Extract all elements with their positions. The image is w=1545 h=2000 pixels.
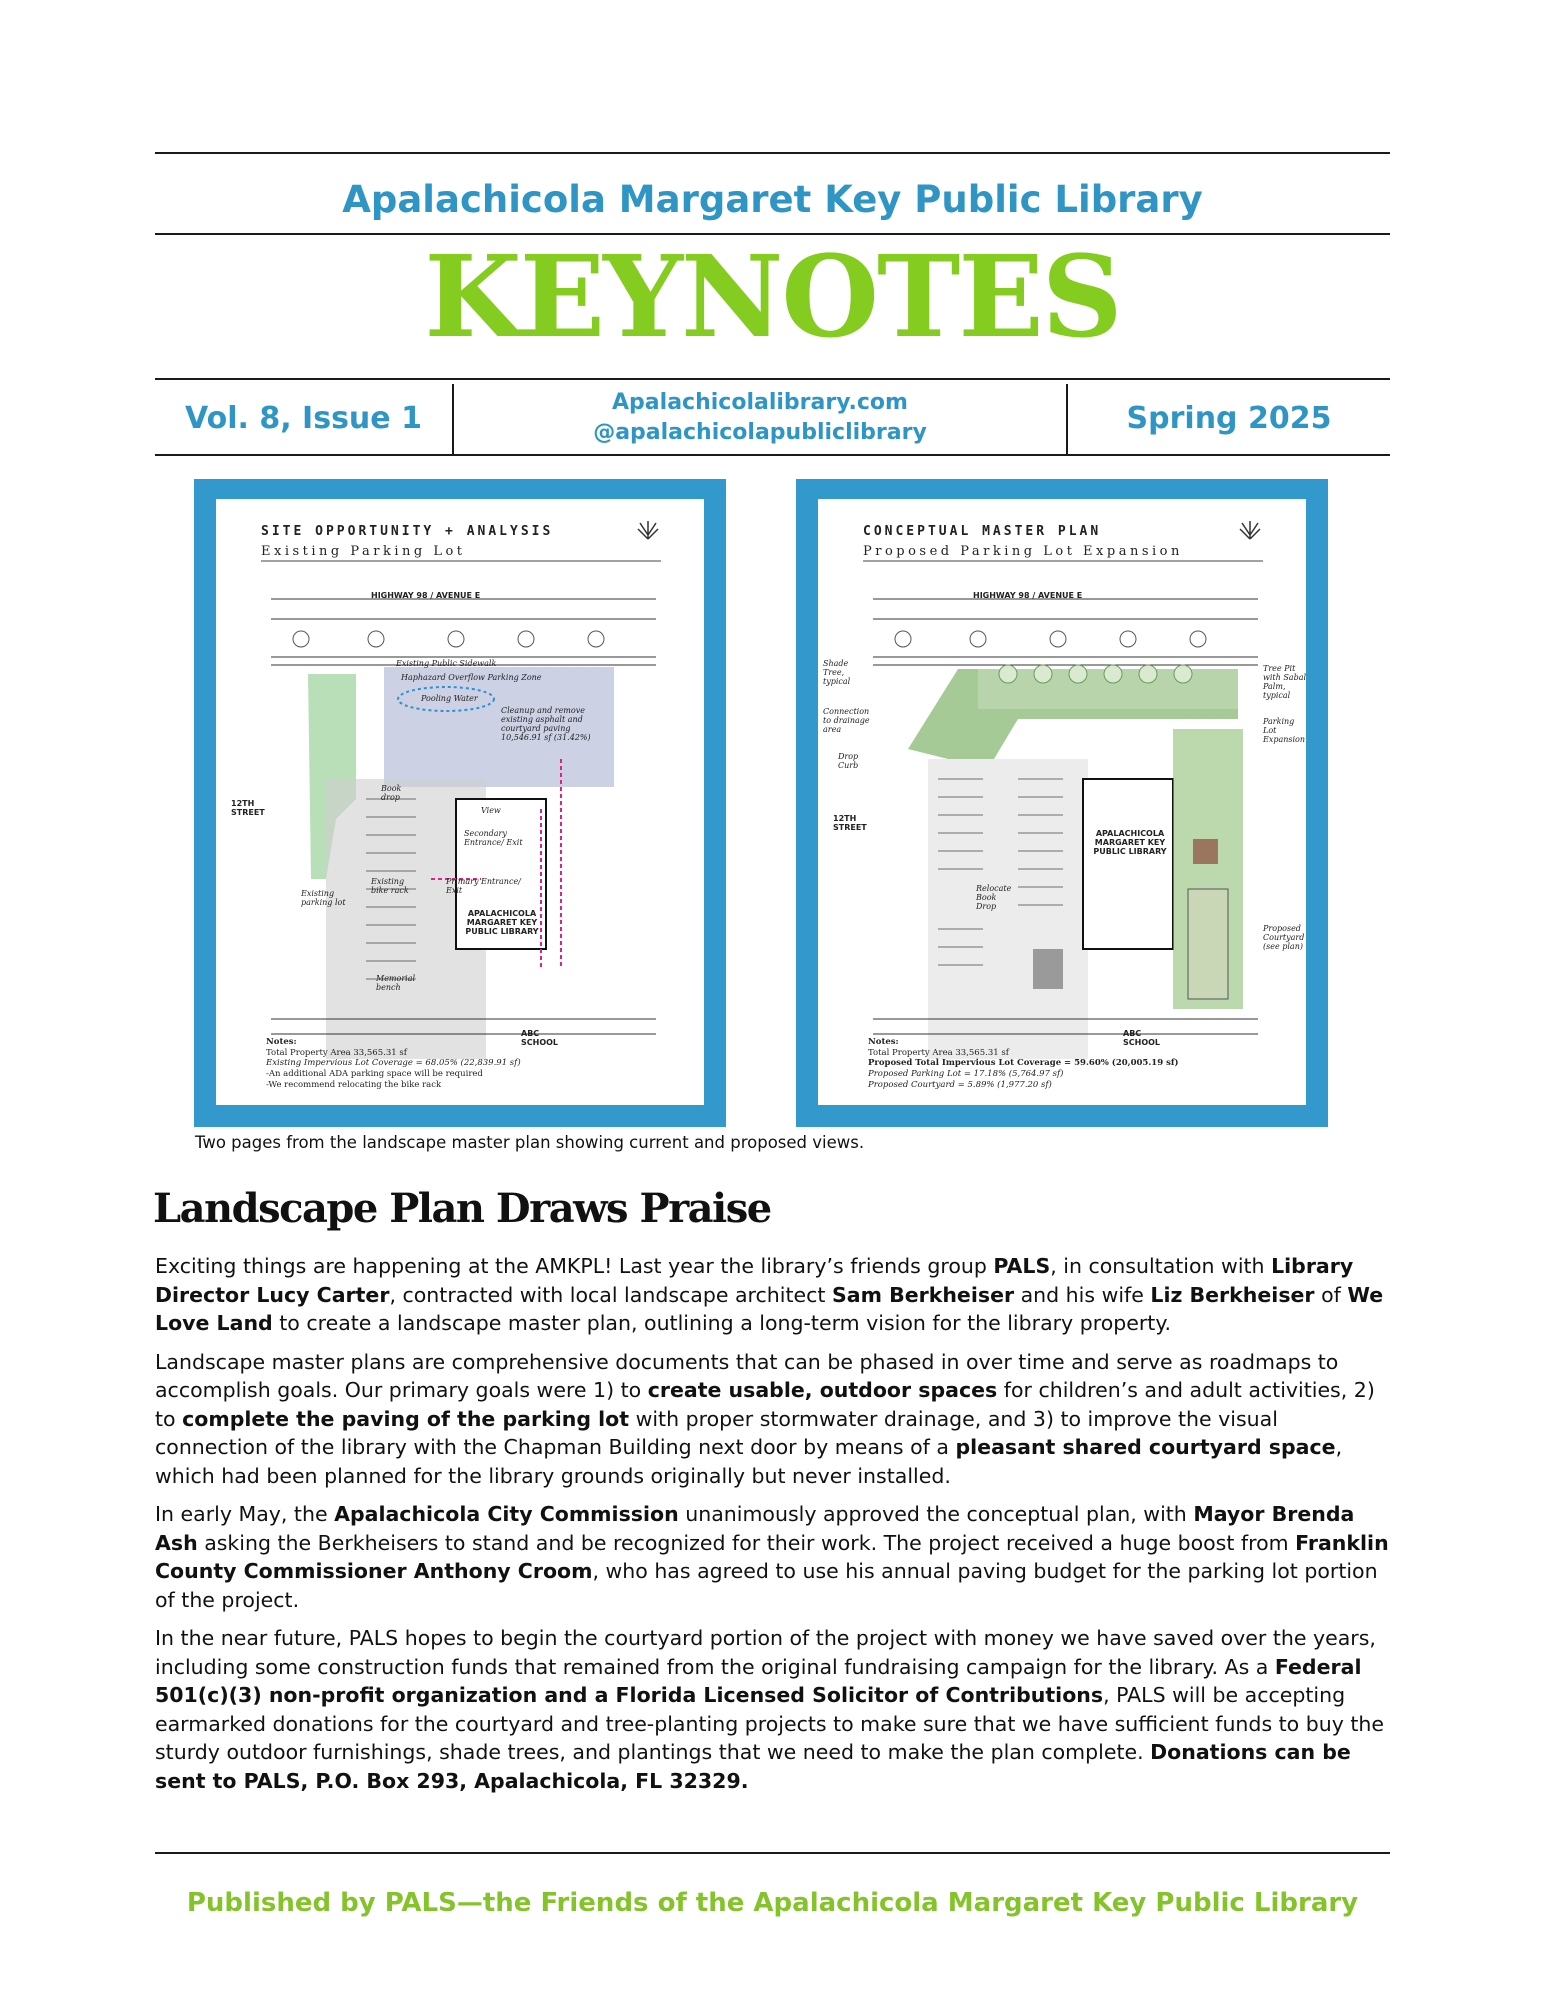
site-analysis-figure (194, 479, 726, 1127)
masthead-title: KEYNOTES (424, 232, 1121, 363)
emphasis-text: complete the paving of the parking lot (182, 1406, 630, 1431)
publisher-footer: Published by PALS—the Friends of the Apalachicola Margaret Key Public Library (186, 1888, 1359, 1918)
infobar-top-rule (155, 378, 1390, 380)
plan-label: Parking Lot Expansion (1263, 717, 1306, 744)
figure-subtitle: Existing Parking Lot (261, 544, 466, 559)
library-name: Apalachicola Margaret Key Public Library (342, 178, 1203, 221)
paragraph-text: , which had been planned for the library grounds originally but never installed. (155, 1435, 1343, 1488)
plan-label: Haphazard Overflow Parking Zone (401, 673, 542, 682)
paragraph-text: to create a landscape master plan, outlining a long-term vision for the library property. (272, 1311, 1172, 1335)
paragraph-text: , who has agreed to use his annual paving budget for the parking lot portion of the project. (155, 1559, 1378, 1612)
plan-label: Drop Curb (838, 752, 859, 770)
article-paragraph (155, 1624, 1390, 1795)
paragraph-text: , contracted with local landscape architect (389, 1282, 832, 1307)
paragraph-text: of (1314, 1282, 1348, 1307)
paragraph-text: for children’s and adult activities, 2) to (155, 1378, 1375, 1431)
emphasis-text: PALS (993, 1254, 1051, 1278)
street-label: 12TH STREET (231, 799, 265, 817)
plan-label: Primary Entrance/ Exit (446, 877, 521, 895)
paragraph-text: In the near future, PALS hopes to begin the courtyard portion of the project with money we have saved over the years, including some construction funds that remained from the original fundraising campaign for the library. As a (155, 1626, 1376, 1679)
site-analysis-drawing (216, 499, 704, 1105)
figure-caption: Two pages from the landscape master plan showing current and proposed views. (195, 1133, 865, 1152)
master-plan-drawing (818, 499, 1306, 1105)
plan-notes: Notes: Total Property Area 33,565.31 sf Existing Impervious Lot Coverage = 68.05% (22,839.91 sf) -An additional ADA parking space will be required -We recommend relocating the bike rack (266, 1037, 521, 1090)
plan-label: Secondary Entrance/ Exit (464, 829, 523, 847)
plan-label: Existing bike rack (371, 877, 409, 895)
footer-rule (155, 1852, 1390, 1854)
plan-label: Tree Pit with Sabal Palm, typical (1263, 664, 1307, 700)
volume-issue: Vol. 8, Issue 1 (185, 400, 422, 436)
emphasis-text: We Love Land (155, 1282, 1384, 1335)
emphasis-text: Federal 501(c)(3) non-profit organization and a Florida Licensed Solicitor of Contributions (155, 1654, 1362, 1707)
emphasis-text: Library Director Lucy Carter (155, 1254, 1354, 1307)
master-plan-sheet (818, 499, 1306, 1105)
top-rule (155, 152, 1390, 154)
paragraph-text: , PALS will be accepting earmarked donations for the courtyard and tree-planting projects to make sure that we have sufficient funds to buy the sturdy outdoor furnishings, shade trees, and plantings that we need to make the plan complete. (155, 1683, 1385, 1764)
palm-logo-icon (638, 521, 658, 539)
road-label: HIGHWAY 98 / AVENUE E (371, 591, 481, 600)
plan-label: Existing parking lot (301, 889, 346, 907)
emphasis-text: pleasant shared courtyard space (955, 1435, 1336, 1459)
article-paragraph (155, 1348, 1390, 1491)
paragraph-text: In early May, the (155, 1502, 335, 1526)
site-analysis-sheet (216, 499, 704, 1105)
street-label: 12TH STREET (833, 814, 867, 832)
school-label: ABC SCHOOL (521, 1029, 559, 1047)
emphasis-text: Franklin County Commissioner Anthony Croom (155, 1530, 1389, 1583)
plan-label: View (481, 806, 501, 815)
plan-notes: Notes: Total Property Area 33,565.31 sf Proposed Total Impervious Lot Coverage = 59.60% (20,005.19 sf) Proposed Parking Lot = 17.18% (5,764.97 sf) Proposed Courtyard = 5.89% (1,977.20 sf) (868, 1037, 1179, 1090)
plan-label: Pooling Water (421, 694, 478, 703)
paragraph-text: Exciting things are happening at the AMKPL! Last year the library’s friends group (155, 1254, 994, 1278)
plan-label: Proposed Courtyard (see plan) (1263, 924, 1305, 951)
social-handle[interactable]: @apalachicolapubliclibrary (593, 420, 927, 445)
plan-label: Book drop (381, 784, 402, 802)
article-body (155, 1252, 1390, 1805)
paragraph-text: Landscape master plans are comprehensive documents that can be phased in over time and serve as roadmaps to accomplish goals. Our primary goals were 1) to (155, 1349, 1339, 1402)
paragraph-text: and his wife (1014, 1282, 1151, 1307)
paragraph-text: unanimously approved the conceptual plan, with (678, 1502, 1194, 1526)
issue-season: Spring 2025 (1126, 400, 1332, 436)
infobar-bottom-rule (155, 454, 1390, 456)
plan-label: Existing Public Sidewalk (396, 659, 497, 668)
article-paragraph (155, 1500, 1390, 1614)
website-link[interactable]: Apalachicolalibrary.com (612, 390, 908, 416)
figure-subtitle: Proposed Parking Lot Expansion (863, 544, 1183, 559)
plan-label: Shade Tree, typical (823, 659, 851, 686)
emphasis-text: Liz Berkheiser (1150, 1282, 1315, 1307)
figure-title: SITE OPPORTUNITY + ANALYSIS (261, 524, 554, 539)
emphasis-text: create usable, outdoor spaces (647, 1378, 998, 1402)
building-label: APALACHICOLA MARGARET KEY PUBLIC LIBRARY (465, 909, 539, 936)
paragraph-text: with proper stormwater drainage, and 3) to improve the visual connection of the library with the Chapman Building next door by means of a (155, 1406, 1278, 1459)
road-label: HIGHWAY 98 / AVENUE E (973, 591, 1083, 600)
web-contact (454, 382, 1066, 454)
paragraph-text: , in consultation with (1050, 1254, 1272, 1278)
master-plan-figure (796, 479, 1328, 1127)
plan-label: Cleanup and remove existing asphalt and courtyard paving 10,546.91 sf (31.42%) (501, 706, 591, 742)
article-headline: Landscape Plan Draws Praise (153, 1185, 771, 1232)
emphasis-text: Sam Berkheiser (831, 1282, 1015, 1307)
paragraph-text: asking the Berkheisers to stand and be recognized for their work. The project received a huge boost from (197, 1530, 1296, 1555)
school-label: ABC SCHOOL (1123, 1029, 1161, 1047)
plan-label: Relocate Book Drop (976, 884, 1012, 911)
plan-label: Memorial bench (376, 974, 416, 992)
plan-label: Connection to drainage area (823, 707, 870, 734)
palm-logo-icon (1240, 521, 1260, 539)
emphasis-text: Donations can be sent to PALS, P.O. Box 293, Apalachicola, FL 32329. (155, 1740, 1351, 1793)
building-label: APALACHICOLA MARGARET KEY PUBLIC LIBRARY (1093, 829, 1167, 856)
emphasis-text: Mayor Brenda Ash (155, 1502, 1355, 1555)
emphasis-text: Apalachicola City Commission (334, 1502, 679, 1526)
article-paragraph (155, 1252, 1390, 1338)
figure-title: CONCEPTUAL MASTER PLAN (863, 524, 1102, 539)
issue-info-bar (155, 382, 1390, 454)
